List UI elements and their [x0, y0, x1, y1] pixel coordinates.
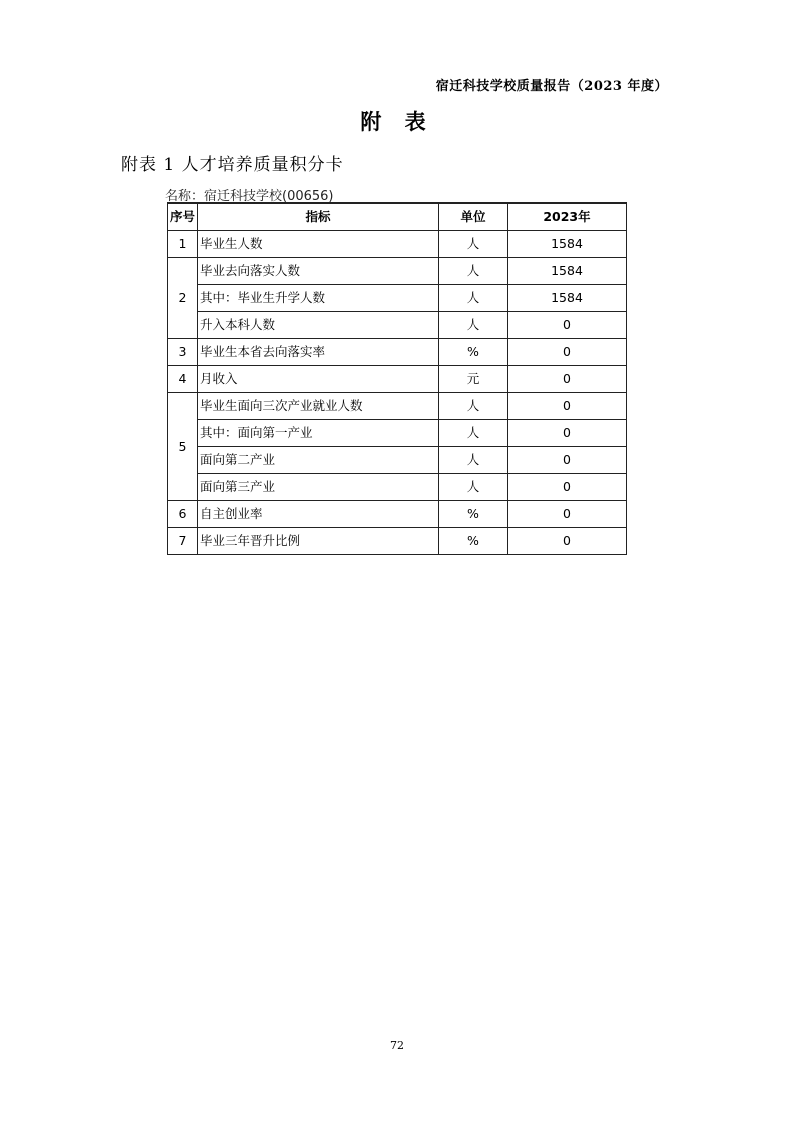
row-no: 1 [168, 231, 198, 258]
row-unit: 人 [439, 231, 508, 258]
row-value: 1584 [508, 231, 627, 258]
table-caption: 附表 1 人才培养质量积分卡 [121, 155, 344, 175]
row-value: 0 [508, 474, 627, 501]
row-unit: 人 [439, 447, 508, 474]
row-value: 0 [508, 420, 627, 447]
school-name: 名称：宿迁科技学校(00656) [165, 189, 334, 204]
row-no: 3 [168, 339, 198, 366]
header-year: 2023年 [508, 203, 627, 231]
page-title: 附 表 [360, 109, 434, 134]
row-value: 0 [508, 528, 627, 555]
table-row [168, 258, 627, 285]
report-header-title: 宿迁科技学校质量报告（2023 年度） [435, 79, 668, 94]
table-row [168, 231, 627, 258]
row-value: 0 [508, 366, 627, 393]
row-indicator: 其中：毕业生升学人数 [198, 285, 439, 312]
table-row [168, 366, 627, 393]
talent-scorecard-table [167, 202, 627, 555]
table-row [168, 447, 627, 474]
row-unit: % [439, 528, 508, 555]
page-number: 72 [390, 1039, 404, 1052]
table-row [168, 420, 627, 447]
row-value: 1584 [508, 285, 627, 312]
table-row [168, 528, 627, 555]
row-indicator: 自主创业率 [198, 501, 439, 528]
header-unit: 单位 [439, 203, 508, 231]
row-unit: 元 [439, 366, 508, 393]
row-unit: 人 [439, 393, 508, 420]
watermark [92, 295, 138, 343]
row-indicator: 毕业去向落实人数 [198, 258, 439, 285]
row-no: 7 [168, 528, 198, 555]
row-value: 0 [508, 339, 627, 366]
row-unit: 人 [439, 258, 508, 285]
row-no: 6 [168, 501, 198, 528]
row-value: 0 [508, 501, 627, 528]
row-indicator: 面向第三产业 [198, 474, 439, 501]
table-row [168, 312, 627, 339]
row-no: 2 [168, 258, 198, 339]
row-value: 1584 [508, 258, 627, 285]
row-unit: % [439, 501, 508, 528]
row-indicator: 毕业生人数 [198, 231, 439, 258]
row-unit: 人 [439, 285, 508, 312]
row-value: 0 [508, 312, 627, 339]
table-row [168, 501, 627, 528]
row-no: 4 [168, 366, 198, 393]
table-row [168, 474, 627, 501]
table-row [168, 393, 627, 420]
row-unit: 人 [439, 420, 508, 447]
row-indicator: 毕业三年晋升比例 [198, 528, 439, 555]
header-indicator: 指标 [198, 203, 439, 231]
row-value: 0 [508, 393, 627, 420]
row-no: 5 [168, 393, 198, 501]
row-value: 0 [508, 447, 627, 474]
row-indicator: 面向第二产业 [198, 447, 439, 474]
header-no: 序号 [168, 203, 198, 231]
table-row [168, 339, 627, 366]
row-indicator: 毕业生本省去向落实率 [198, 339, 439, 366]
table-header-row [168, 203, 627, 231]
row-unit: 人 [439, 474, 508, 501]
row-indicator: 升入本科人数 [198, 312, 439, 339]
row-indicator: 毕业生面向三次产业就业人数 [198, 393, 439, 420]
table-row [168, 285, 627, 312]
row-indicator: 其中：面向第一产业 [198, 420, 439, 447]
row-indicator: 月收入 [198, 366, 439, 393]
row-unit: 人 [439, 312, 508, 339]
row-unit: % [439, 339, 508, 366]
